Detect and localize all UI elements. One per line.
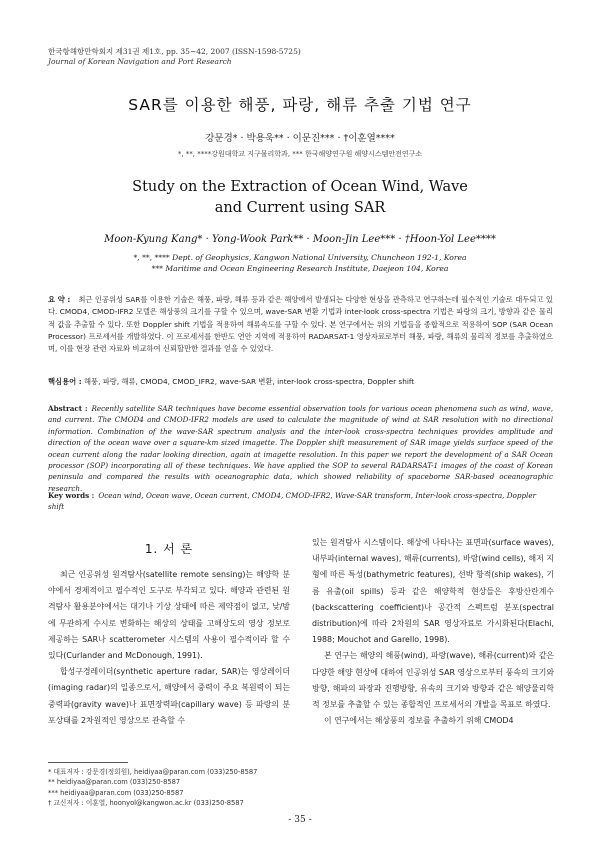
affiliation-english-line1: *, **, **** Dept. of Geophysics, Kangwon National University, Chuncheon 192-1, Korea bbox=[133, 253, 467, 262]
abstract-korean-label: 요 약 : bbox=[48, 295, 71, 304]
keywords-korean bbox=[48, 376, 553, 388]
abstract-english-text: Recently satellite SAR techniques have become essential observation tools for various ocean phenomena such as wind, wave, and current. The CMOD4 and CMOD-IFR2 models are used to calculate the magnitude of wind at SAR resolution with no directional information. Combination of the wave-SAR spectrum analysis and the inter-look cross-spectra techniques provides amplitude and direction of the ocean wave over a square-km sized imagette. The Doppler shift measurement of SAR image yields surface speed of the ocean current along the radar looking direction, again at imagette resolution. In this paper we report the development of a SAR Ocean processor (SOP) incorporating all of these techniques. We have applied the SOP to several RADARSAT-1 images of the coast of Korean peninsula and compared the results with oceanographic data, which showed reliability of spaceborne SAR-based oceanographic research. bbox=[48, 404, 554, 493]
abstract-korean bbox=[48, 294, 553, 355]
title-korean: SAR를 이용한 해풍, 파랑, 해류 추출 기법 연구 bbox=[128, 96, 472, 114]
authors-english: Moon-Kyung Kang* · Yong-Wook Park** · Moon-Jin Lee*** · †Hoon-Yol Lee**** bbox=[104, 234, 496, 245]
keywords-english-text: Ocean wind, Ocean wave, Ocean current, CMOD4, CMOD-IFR2, Wave-SAR transform, Inter-look cross-spectra, Doppler shift bbox=[48, 491, 537, 512]
paragraph: 최근 인공위성 원격탐사(satellite remote sensing)는 해양학 분야에서 경제적이고 필수적인 도구로 부각되고 있다. 해양과 관련된 원격탐사 활용분야에서는 대기나 기상 상태에 따른 제약점이 없고, 낮/밤에 무관하게 수시로 변화하는 해상의 상태를 고해상도의 영상 정보로 제공하는 SAR나 scatterometer 시스템의 사용이 필수적이라 할 수 있다(Curlander and McDonough, 1991). bbox=[48, 570, 290, 661]
title-english-line1: Study on the Extraction of Ocean Wind, Wave bbox=[132, 179, 468, 195]
title-english-line2: and Current using SAR bbox=[214, 200, 386, 216]
paragraph: 합성구경레이더(synthetic aperture radar, SAR)는 영상레이더(imaging radar)의 일종으로서, 해양에서 중력이 주요 복원력이 되는 중력파(gravity wave)나 표면장력파(capillary wave) 등 파랑의 분포상태를 2차원적인 영상으로 관측할 수 bbox=[48, 667, 290, 725]
footnote-item: * 대표저자 : 강문경(정회원), heidiyaa@paran.com (033)250-8587 bbox=[48, 768, 258, 776]
footnote-item: † 교신저자 : 이훈열, hoonyol@kangwon.ac.kr (033)250-8587 bbox=[48, 798, 244, 807]
body-column-left bbox=[48, 567, 290, 729]
keywords-korean-label: 핵심용어 : bbox=[48, 377, 82, 386]
footnote-item: ** heidiyaa@paran.com (033)250-8587 bbox=[48, 778, 181, 787]
page-number: - 35 - bbox=[288, 815, 312, 825]
paragraph: 본 연구는 해양의 해풍(wind), 파랑(wave), 해류(current)와 같은 다양한 해양 현상에 대하여 인공위성 SAR 영상으로부터 풍속의 크기와 방향, 해파의 파장과 진행방향, 유속의 크기와 방향과 같은 해양물리학적 정보를 추출할 수 있는 종합적인 프로세서의 개발을 목표로 하였다. bbox=[312, 651, 554, 710]
keywords-korean-text: 해풍, 파랑, 해류, CMOD4, CMOD_IFR2, wave-SAR 변환, inter-look cross-spectra, Doppler shift bbox=[83, 377, 415, 386]
affiliation-english bbox=[0, 252, 600, 274]
section-heading-introduction: 1. 서 론 bbox=[144, 542, 194, 556]
title-english bbox=[0, 177, 600, 219]
affiliation-english-line2: *** Maritime and Ocean Engineering Research Institute, Daejeon 104, Korea bbox=[151, 264, 449, 273]
footnote-item: *** heidiyaa@paran.com (033)250-8587 bbox=[48, 788, 184, 797]
journal-citation-ko: 한국항해항만학회지 제31권 제1호, pp. 35~42, 2007 (ISSN-1598-5725) bbox=[48, 47, 301, 56]
keywords-english-label: Key words : bbox=[48, 491, 95, 500]
keywords-english bbox=[48, 490, 553, 513]
abstract-english-label: Abstract : bbox=[48, 404, 88, 413]
paragraph: 이 연구에서는 해상풍의 정보를 추출하기 위해 CMOD4 bbox=[324, 716, 514, 726]
footnote-divider bbox=[48, 762, 128, 763]
paragraph: 있는 원격탐사 시스템이다. 해상에 나타나는 표면파(surface waves), 내부파(internal waves), 해류(currents), 바람(wind cells), 해저 지형에 따른 특성(bathymetric features), 선박 항적(ship wakes), 기름 유출(oil spills) 등과 같은 해양학적 현상들은 후방산란계수(backscattering coefficient)나 공간적 스펙트럼 분포(spectral distribution)에 따라 2차원의 SAR 영상자료로 가시화된다(Elachi, 1988; Mouchot and Garello, 1998). bbox=[312, 538, 554, 645]
footnotes bbox=[48, 767, 308, 808]
affiliation-korean: *, **, ****강원대학교 지구물리학과, *** 한국해양연구원 해양시스템안전연구소 bbox=[177, 150, 423, 158]
body-column-right bbox=[312, 535, 554, 729]
abstract-korean-text: 최근 인공위성 SAR를 이용한 기술은 해풍, 파랑, 해류 등과 같은 해양에서 발생되는 다양한 현상을 관측하고 연구하는데 필수적인 기술로 대두되고 있다. CMOD4, CMOD-IFR2 모델은 해상풍의 크기를 구할 수 있으며, wave-SAR 변환 기법과 inter-look cross-spectra 기법은 파랑의 크기, 방향과 같은 물리적 값을 추출할 수 있다. 또한 Doppler shift 기법을 적용하여 해류속도를 구할 수 있다. 본 연구에서는 위의 기법들을 종합적으로 적용하여 SOP (SAR Ocean Processor) 프로세서를 개발하였다. 이 프로세서를 한반도 연안 지역에 적용하여 RADARSAT-1 영상자료로부터 해풍, 파랑, 해류의 물리적 정보를 추출하였으며, 이를 현장 관련 자료와 비교하여 신뢰할만한 결과를 얻을 수 있었다. bbox=[48, 295, 553, 354]
abstract-english bbox=[48, 403, 553, 494]
journal-name-en: Journal of Korean Navigation and Port Research bbox=[48, 57, 232, 66]
authors-korean: 강문경* · 박용욱** · 이문진*** · †이훈열**** bbox=[205, 133, 395, 144]
journal-header bbox=[48, 47, 301, 67]
